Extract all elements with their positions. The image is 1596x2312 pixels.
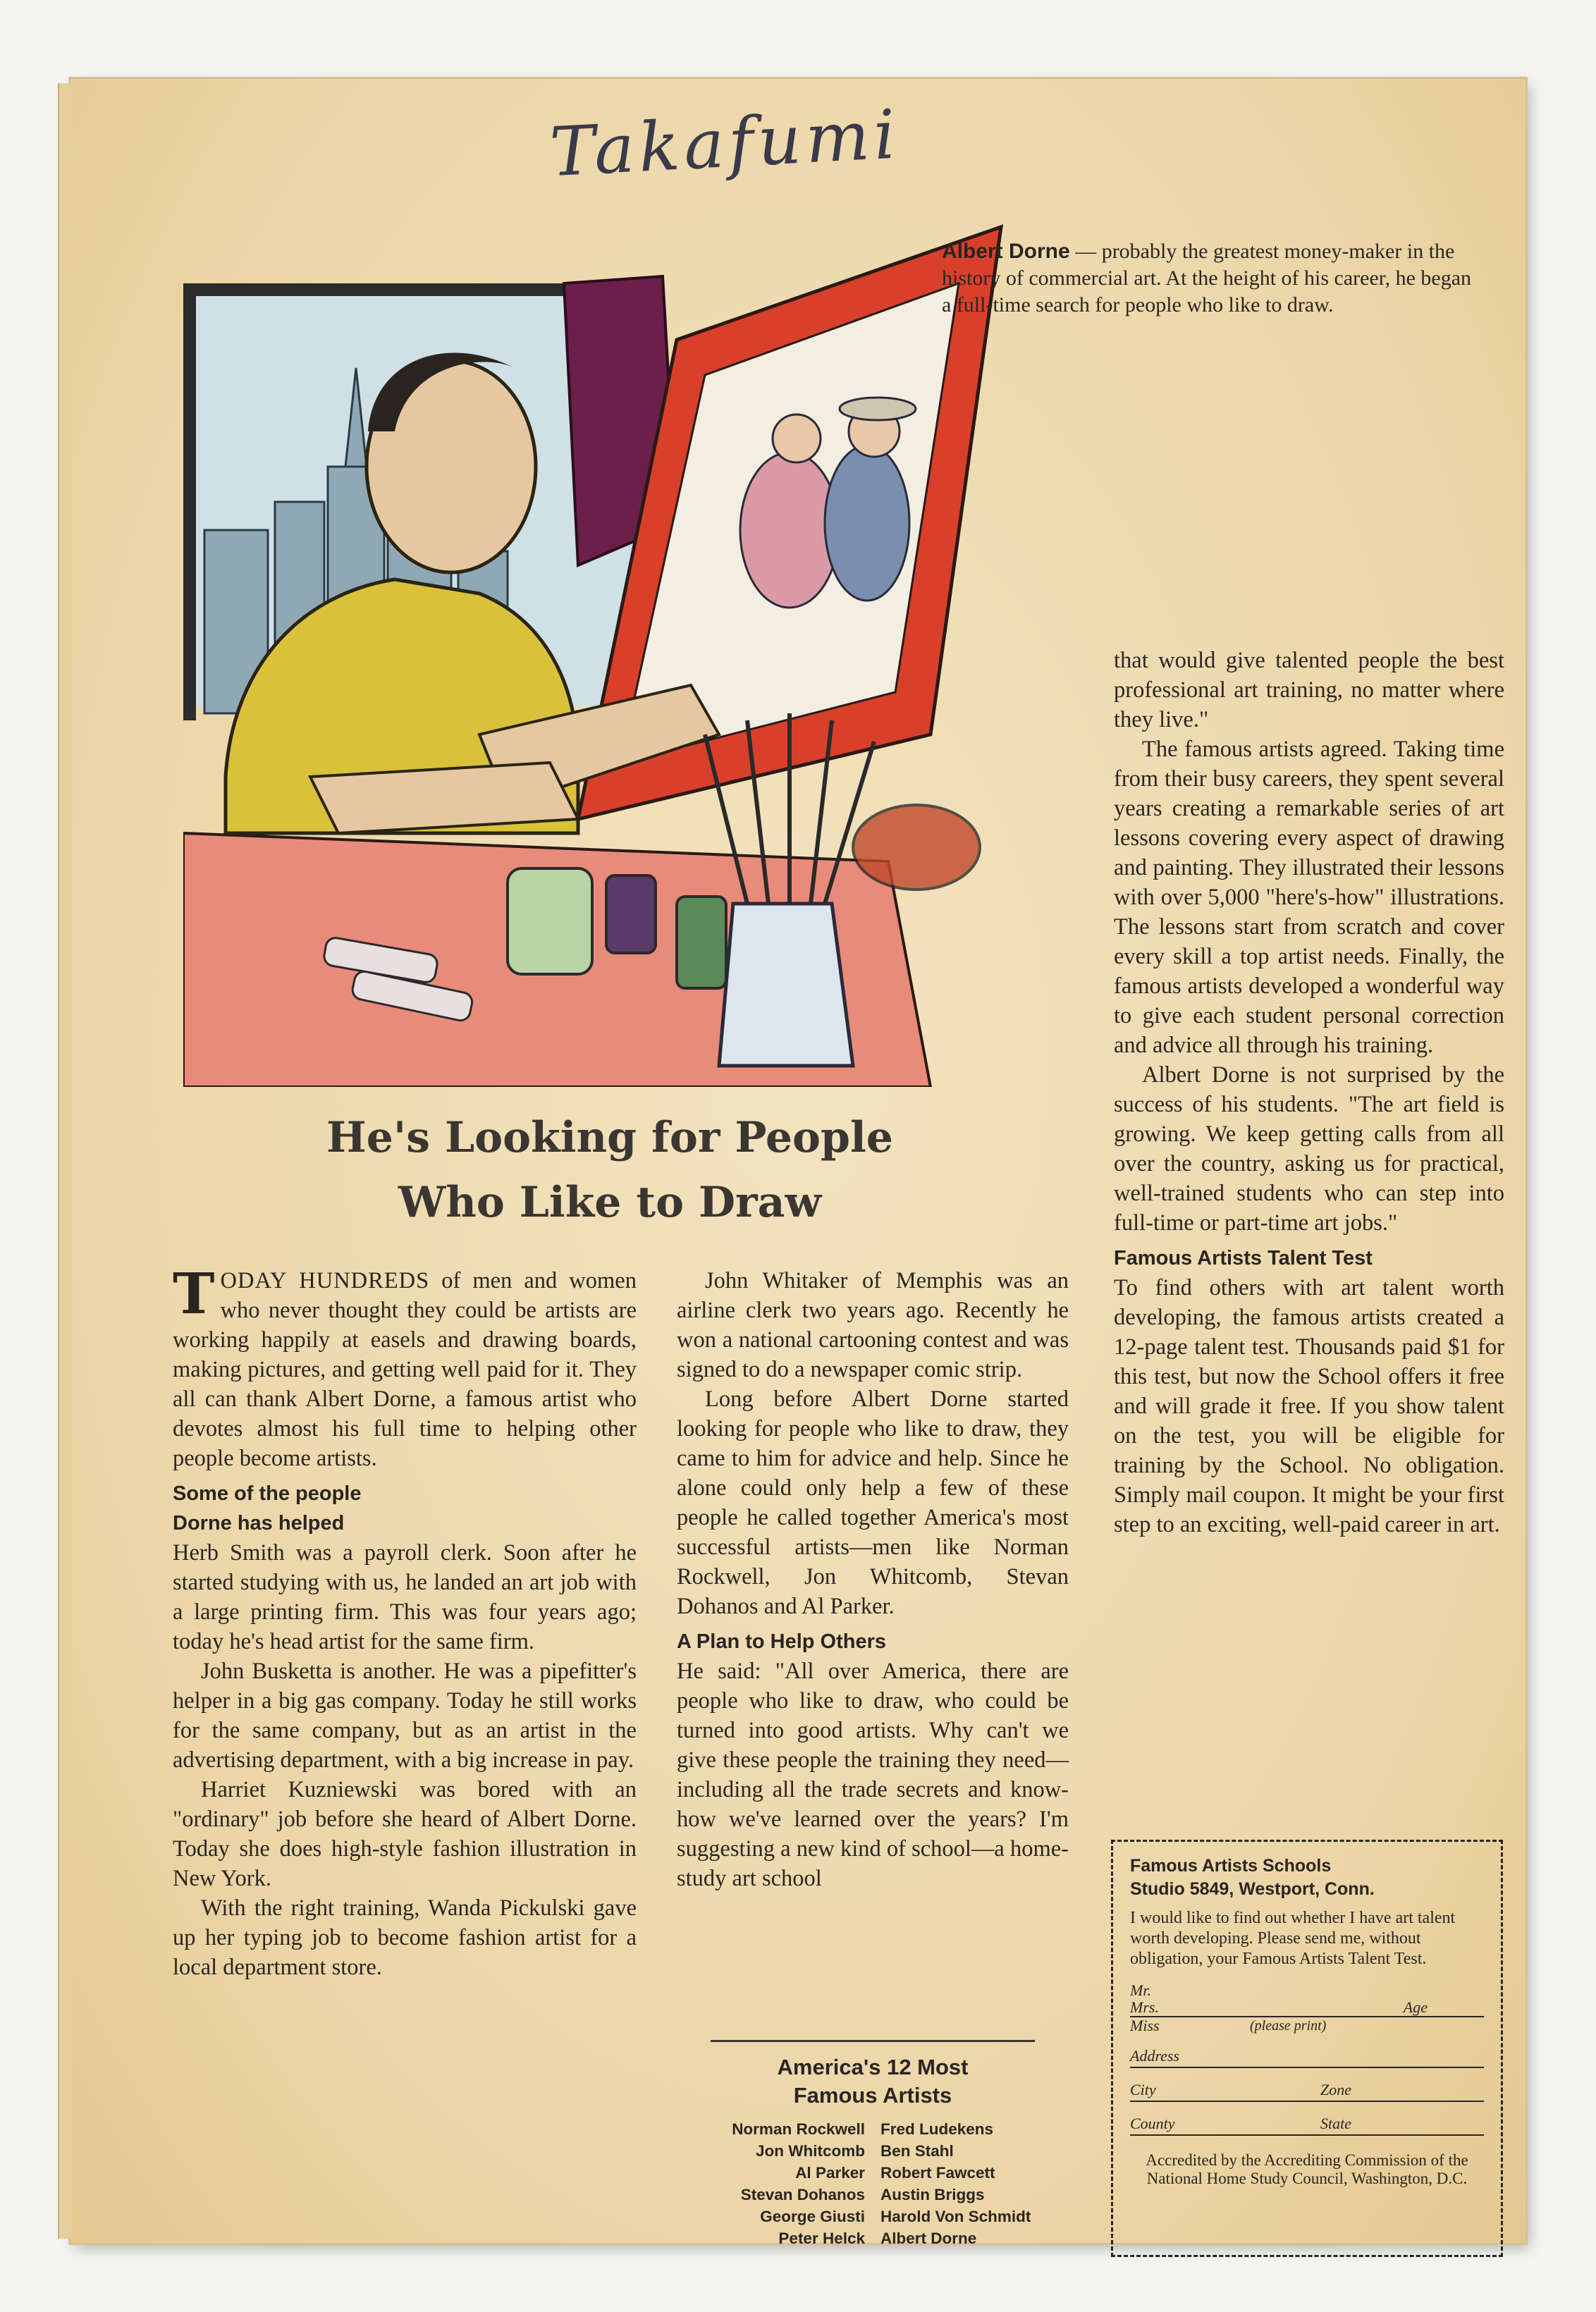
paint-jar-stack <box>508 868 592 974</box>
intro-text: of men and women who never thought they could be artists are working happily at easels and drawing boards, making pictures, and getting well paid for it. They all can thank Albert Dorne, a famous artist who devotes almost his full time to helping other people become artists. <box>173 1268 637 1471</box>
artist-name: Albert Dorne <box>880 2230 977 2247</box>
name-field[interactable] <box>1130 1999 1484 2017</box>
please-print-note: (please print) <box>1250 2018 1327 2034</box>
page-spine-edge <box>58 83 72 2239</box>
miss-label: Miss <box>1130 2017 1160 2034</box>
body-column-1 <box>173 1260 637 1982</box>
illustration-caption <box>942 238 1478 319</box>
magazine-page <box>70 79 1526 2247</box>
paragraph-artists-agreed: The famous artists agreed. Taking time from their busy careers, they spent several years creating a remarkable series of art lessons covering every aspect of drawing and painting. They illustrated their lessons with over 5,000 "here's-how" illustrations. The lessons start from scratch and cover every skill a top artist needs. Finally, the famous artists developed a wonderful way to give each student personal correction and advice all through his training. <box>1114 737 1504 1058</box>
handwritten-signature: Takafumi <box>548 94 902 192</box>
illustration-artist-at-easel <box>183 199 1029 1087</box>
artists-grid <box>677 2118 1069 2249</box>
paragraph-harriet-kuzniewski: Harriet Kuzniewski was bored with an "ordinary" job before she heard of Albert Dorne. Today she does high-style fashion illustration in New York. <box>173 1777 637 1891</box>
paragraph-john-busketta: John Busketta is another. He was a pipefitter's helper in a big gas company. Today he still works for the same company, but as an artist in the advertising department, with a big increase in pay. <box>173 1659 637 1773</box>
divider <box>711 2040 1035 2042</box>
brush-jar <box>719 904 853 1066</box>
mail-coupon[interactable] <box>1111 1840 1503 2257</box>
artist-name: Jon Whitcomb <box>756 2142 865 2160</box>
artist-name: Peter Helck <box>778 2230 865 2247</box>
paragraph-not-surprised: Albert Dorne is not surprised by the success of his students. "The art field is growing. We keep getting calls from all over the country, asking us for practical, well-trained students who can step into full-time or part-time art jobs." <box>1114 1062 1504 1236</box>
address-label: Address <box>1130 2047 1180 2065</box>
subhead-line-1: Some of the people <box>173 1482 362 1505</box>
intro-paragraph <box>173 1260 637 1473</box>
county-label: County <box>1130 2115 1175 2132</box>
headline <box>155 1105 1064 1235</box>
drop-cap: T <box>173 1260 215 1327</box>
name-field-group[interactable] <box>1130 1982 1484 2034</box>
paragraph-wanda-pickulski: With the right training, Wanda Pickulski gave up her typing job to become fashion artist for a local department store. <box>173 1895 637 1980</box>
body-column-2 <box>677 1266 1069 1893</box>
caption-name: Albert Dorne <box>942 240 1070 263</box>
artist-name: Harold Von Schmidt <box>880 2208 1031 2225</box>
paragraph-continued: that would give talented people the best professional art training, no matter where they live." <box>1114 648 1504 732</box>
body-column-3 <box>1114 646 1504 1539</box>
artist-name: Norman Rockwell <box>732 2120 865 2138</box>
paragraph-long-before: Long before Albert Dorne started looking for people who like to draw, they came to him for advice and help. Since he alone could only help a few of these people he called together America's most successful artists—men like Norman Rockwell, Jon Whitcomb, Stevan Dohanos and Al Parker. <box>677 1386 1069 1619</box>
artist-name: Al Parker <box>795 2164 865 2182</box>
coupon-request-text: I would like to find out whether I have art talent worth developing. Please send me, without obligation, your Famous Artists Talent Test. <box>1130 1909 1456 1968</box>
coupon-school-name: Famous Artists Schools <box>1130 1856 1332 1876</box>
artists-title <box>677 2053 1069 2110</box>
city-label: City <box>1130 2081 1156 2098</box>
age-label: Age <box>1403 1998 1428 2016</box>
subhead-line-2: Dorne has helped <box>173 1512 345 1535</box>
zone-label: Zone <box>1320 2081 1351 2098</box>
mrs-label: Mrs. <box>1130 1998 1159 2016</box>
famous-artists-list <box>677 2040 1069 2249</box>
paragraph-talent-test: To find others with art talent worth developing, the famous artists created a 12-page talent test. Thousands paid $1 for this test, but now the School offers it free and will grade it free. If you show talent on the test, you will be eligible for training by the School. No obligation. Simply mail coupon. It might be your first step to an exciting, well-paid career in art. <box>1114 1275 1504 1537</box>
lead-caps: ODAY HUNDREDS <box>220 1268 430 1293</box>
artist-name: Robert Fawcett <box>880 2164 995 2182</box>
headline-line-2: Who Like to Draw <box>398 1178 822 1227</box>
mr-label: Mr. <box>1130 1981 1151 1999</box>
subhead-plan: A Plan to Help Others <box>677 1630 887 1653</box>
artist-name: Stevan Dohanos <box>740 2186 865 2203</box>
accreditation-note: Accredited by the Accrediting Commission of the National Home Study Council, Washington, D.C. <box>1146 2151 1468 2187</box>
subhead-talent-test: Famous Artists Talent Test <box>1114 1247 1373 1269</box>
caption-text: — probably the greatest money-maker in the history of commercial art. At the height of his career, he began a full-time search for people who like to draw. <box>942 240 1472 316</box>
state-label: State <box>1320 2115 1351 2132</box>
miss-row <box>1130 2017 1484 2034</box>
artists-title-line-2: Famous Artists <box>793 2083 952 2108</box>
artist-name: Fred Ludekens <box>880 2120 994 2138</box>
artist-name: Austin Briggs <box>880 2186 985 2203</box>
ink-bottle <box>606 875 656 953</box>
paragraph-herb-smith: Herb Smith was a payroll clerk. Soon after he started studying with us, he landed an art job with a large printing firm. This was four years ago; today he's head artist for the same firm. <box>173 1540 637 1654</box>
paint-bottle <box>677 897 726 988</box>
artists-title-line-1: America's 12 Most <box>777 2055 969 2079</box>
artist-name: George Giusti <box>760 2208 865 2225</box>
coupon-address: Studio 5849, Westport, Conn. <box>1130 1879 1375 1899</box>
address-field[interactable] <box>1130 2048 1484 2068</box>
glass-bowl <box>853 805 980 890</box>
paragraph-john-whitaker: John Whitaker of Memphis was an airline clerk two years ago. Recently he won a national cartooning contest and was signed to do a newspaper comic strip. <box>677 1268 1069 1382</box>
artist-name: Ben Stahl <box>880 2142 954 2160</box>
headline-line-1: He's Looking for People <box>326 1113 893 1162</box>
city-zone-field[interactable] <box>1130 2082 1484 2102</box>
coupon-header <box>1130 1855 1484 1901</box>
subhead-people-helped <box>173 1479 637 1538</box>
county-state-field[interactable] <box>1130 2116 1484 2136</box>
paragraph-he-said: He said: "All over America, there are people who like to draw, who could be turned into good artists. Why can't we give these people the training they need—including all the trade secrets and know-how we've learned over the years? I'm suggesting a new kind of school—a home-study art school <box>677 1659 1069 1891</box>
